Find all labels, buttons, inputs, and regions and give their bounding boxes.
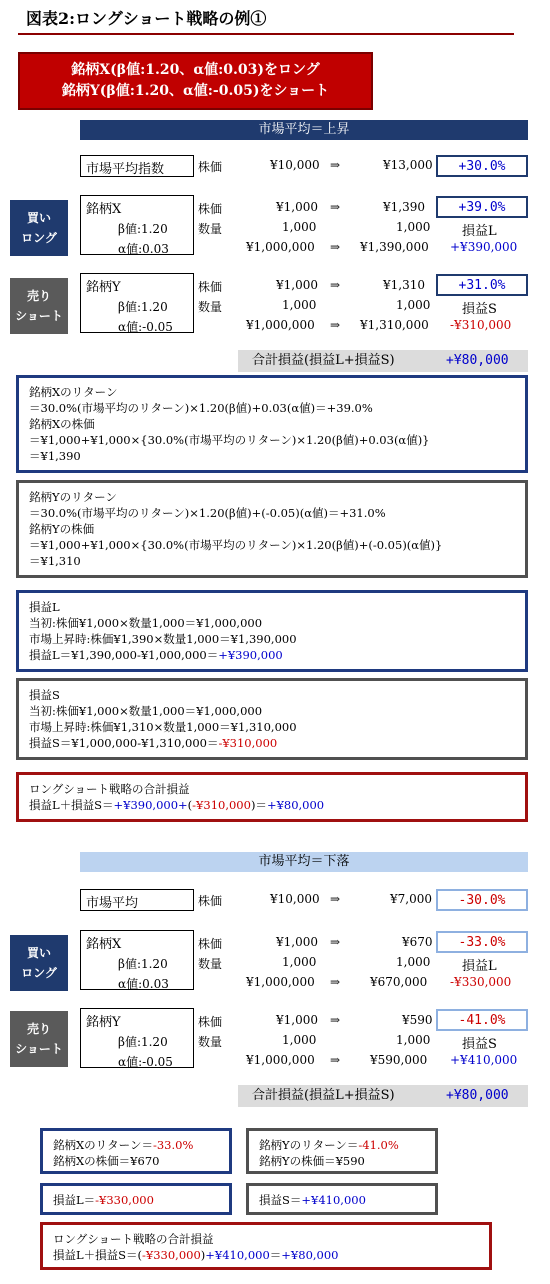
explain-total-box [40,1222,492,1270]
page-title: 図表2:ロングショート戦略の例① [26,9,267,28]
y-p1: ¥590 [402,1013,433,1027]
y-q1: 1,000 [396,1033,431,1047]
explain-line: ロングショート戦略の合計損益 [53,1232,214,1246]
paren: )＝ [250,798,267,812]
arrow: ⇒ [330,1013,341,1027]
stock-x-name: 銘柄X [86,202,122,217]
x-p1: ¥670 [402,935,433,949]
index-kind: 株価 [198,894,223,908]
index-from: ¥10,000 [270,892,320,906]
explain-line: ロングショート戦略の合計損益 [29,782,190,796]
index-label: 市場平均 [86,896,139,911]
pct-value: -33.0% [152,1138,194,1152]
stock-y-name: 銘柄Y [86,1015,121,1030]
paren: ( [187,798,193,812]
stock-x-beta: β値:1.20 [118,222,168,236]
explain-x-box [16,375,528,473]
x-pct-box: -33.0% [436,931,528,953]
arrow: ⇒ [330,318,341,332]
y-pct-box: +31.0% [436,274,528,296]
arrow: ⇒ [330,240,341,254]
index-pct-box: -30.0% [436,889,528,911]
pl-s-label: 損益S [462,1037,497,1052]
explain-line: 銘柄Xのリターン [29,385,118,399]
side-label: 売り [26,289,51,303]
pl-value: -¥310,000 [192,798,251,812]
stock-y-alpha: α値:-0.05 [118,320,173,334]
stock-x-beta: β値:1.20 [118,957,168,971]
paren: ＝ [269,1248,282,1262]
kind-price: 株価 [198,1015,223,1029]
pl-value: -¥330,000 [95,1193,154,1207]
x-v0: ¥1,000,000 [246,975,315,989]
pl-l-box [40,1183,232,1215]
kind-qty: 数量 [198,300,223,314]
side-label: ロング [21,966,57,980]
side-label: 買い [26,946,51,960]
index-pct-box: +30.0% [436,155,528,177]
stock-y-alpha: α値:-0.05 [118,1055,173,1069]
x-v1: ¥1,390,000 [360,240,429,254]
index-to: ¥7,000 [390,892,432,906]
explain-line: 損益S＝¥1,000,000-¥1,310,000＝ [29,736,219,750]
kind-qty: 数量 [198,1035,223,1049]
pl-value: +¥80,000 [266,798,325,812]
pl-l-label: 損益L [462,224,497,239]
explain-line: 銘柄Xの株価 [29,417,95,431]
total-label: 合計損益(損益L+損益S) [252,353,395,368]
pl-value: +¥390,000+ [113,798,188,812]
arrow: ⇒ [330,200,341,214]
paren: ) [200,1248,206,1262]
y-p0: ¥1,000 [276,278,318,292]
return-y-box [246,1128,438,1174]
pl-value: +¥390,000 [218,648,283,662]
arrow: ⇒ [330,935,341,949]
explain-line: ＝¥1,310 [29,554,81,568]
y-v1: ¥1,310,000 [360,318,429,332]
explain-line: 損益S [29,688,60,702]
stock-x-name: 銘柄X [86,937,122,952]
explain-total-box [16,772,528,822]
y-p0: ¥1,000 [276,1013,318,1027]
total-pl-bar [238,1085,528,1107]
arrow: ⇒ [330,975,341,989]
pl-l-label: 損益L [462,959,497,974]
arrow: ⇒ [330,892,341,906]
explain-pl-l-box [16,590,528,672]
sell-short-tag [10,278,68,334]
explain-line: 銘柄Yのリターン [29,490,117,504]
x-pct-box: +39.0% [436,196,528,218]
x-q1: 1,000 [396,955,431,969]
y-v0: ¥1,000,000 [246,318,315,332]
pl-value: +¥410,000 [205,1248,270,1262]
buy-long-tag [10,935,68,991]
x-q0: 1,000 [282,955,317,969]
title-rule [18,33,514,35]
stock-y-beta: β値:1.20 [118,1035,168,1049]
y-q1: 1,000 [396,298,431,312]
side-label: 売り [26,1022,51,1036]
kind-price: 株価 [198,202,223,216]
y-p1: ¥1,310 [383,278,425,292]
arrow: ⇒ [330,278,341,292]
banner-line-1: 銘柄X(β値:1.20、α値:0.03)をロング [71,62,320,78]
return-x-box [40,1128,232,1174]
pl-value: -¥330,000 [142,1248,201,1262]
buy-long-tag [10,200,68,256]
banner-line-2: 銘柄Y(β値:1.20、α値:-0.05)をショート [61,83,330,99]
explain-line: 銘柄Yの株価 [29,522,95,536]
market-down-header: 市場平均＝下落 [80,852,528,872]
side-label: ショート [15,309,63,323]
explain-line: 銘柄Yのリターン＝ [259,1138,359,1152]
x-q1: 1,000 [396,220,431,234]
pct-value: -41.0% [358,1138,399,1152]
explain-line: ＝30.0%(市場平均のリターン)×1.20(β値)+0.03(α値)＝+39.0% [29,401,373,415]
side-label: 買い [26,211,51,225]
x-v1: ¥670,000 [370,975,428,989]
y-v0: ¥1,000,000 [246,1053,315,1067]
y-pct-box: -41.0% [436,1009,528,1031]
explain-line: 市場上昇時:株価¥1,390×数量1,000＝¥1,390,000 [29,632,297,646]
pl-s-box [246,1183,438,1215]
explain-line: 銘柄Xの株価＝¥670 [53,1154,160,1168]
pl-l-value: -¥330,000 [450,975,512,989]
kind-qty: 数量 [198,222,223,236]
explain-line: 損益L [29,600,60,614]
index-label: 市場平均指数 [86,162,165,177]
pl-s-label: 損益S [462,302,497,317]
explain-line: 銘柄Yの株価＝¥590 [259,1154,365,1168]
y-v1: ¥590,000 [370,1053,428,1067]
side-label: ショート [15,1042,63,1056]
strategy-banner [18,52,373,110]
pl-s-value: -¥310,000 [450,318,512,332]
stock-y-name: 銘柄Y [86,280,121,295]
index-kind: 株価 [198,160,223,174]
x-v0: ¥1,000,000 [246,240,315,254]
pl-value: +¥80,000 [281,1248,339,1262]
total-label: 合計損益(損益L+損益S) [252,1088,395,1103]
explain-line: 市場上昇時:株価¥1,310×数量1,000＝¥1,310,000 [29,720,297,734]
explain-line: ＝¥1,000+¥1,000×{30.0%(市場平均のリターン)×1.20(β値)+(-0.05)(α値)} [29,538,443,552]
sell-short-tag [10,1011,68,1067]
explain-line: 損益L＝¥1,390,000-¥1,000,000＝ [29,648,219,662]
pl-value: +¥410,000 [301,1193,366,1207]
x-p1: ¥1,390 [383,200,425,214]
kind-price: 株価 [198,937,223,951]
y-q0: 1,000 [282,1033,317,1047]
explain-line: 損益L＝ [53,1193,96,1207]
explain-line: 損益S＝ [259,1193,302,1207]
index-to: ¥13,000 [383,158,433,172]
explain-line: 当初:株価¥1,000×数量1,000＝¥1,000,000 [29,704,263,718]
explain-y-box [16,480,528,578]
pl-l-value: +¥390,000 [450,240,518,254]
market-up-header: 市場平均＝上昇 [80,120,528,140]
total-value: +¥80,000 [446,1088,509,1103]
arrow: ⇒ [330,158,341,172]
explain-line: 損益L＋損益S＝ [29,798,114,812]
explain-line: 当初:株価¥1,000×数量1,000＝¥1,000,000 [29,616,263,630]
x-q0: 1,000 [282,220,317,234]
kind-price: 株価 [198,280,223,294]
pl-value: -¥310,000 [218,736,278,750]
total-value: +¥80,000 [446,353,509,368]
arrow: ⇒ [330,1053,341,1067]
index-from: ¥10,000 [270,158,320,172]
stock-x-alpha: α値:0.03 [118,977,169,991]
x-p0: ¥1,000 [276,935,318,949]
explain-line: 損益L＋損益S＝( [53,1248,143,1262]
explain-line: ＝¥1,000+¥1,000×{30.0%(市場平均のリターン)×1.20(β値)+0.03(α値)} [29,433,430,447]
stock-y-beta: β値:1.20 [118,300,168,314]
kind-qty: 数量 [198,957,223,971]
stock-x-alpha: α値:0.03 [118,242,169,256]
explain-line: ＝¥1,390 [29,449,81,463]
explain-pl-s-box [16,678,528,760]
explain-line: 銘柄Xのリターン＝ [53,1138,153,1152]
x-p0: ¥1,000 [276,200,318,214]
explain-line: ＝30.0%(市場平均のリターン)×1.20(β値)+(-0.05)(α値)＝+31.0% [29,506,386,520]
pl-s-value: +¥410,000 [450,1053,518,1067]
side-label: ロング [21,231,57,245]
total-pl-bar [238,350,528,372]
y-q0: 1,000 [282,298,317,312]
